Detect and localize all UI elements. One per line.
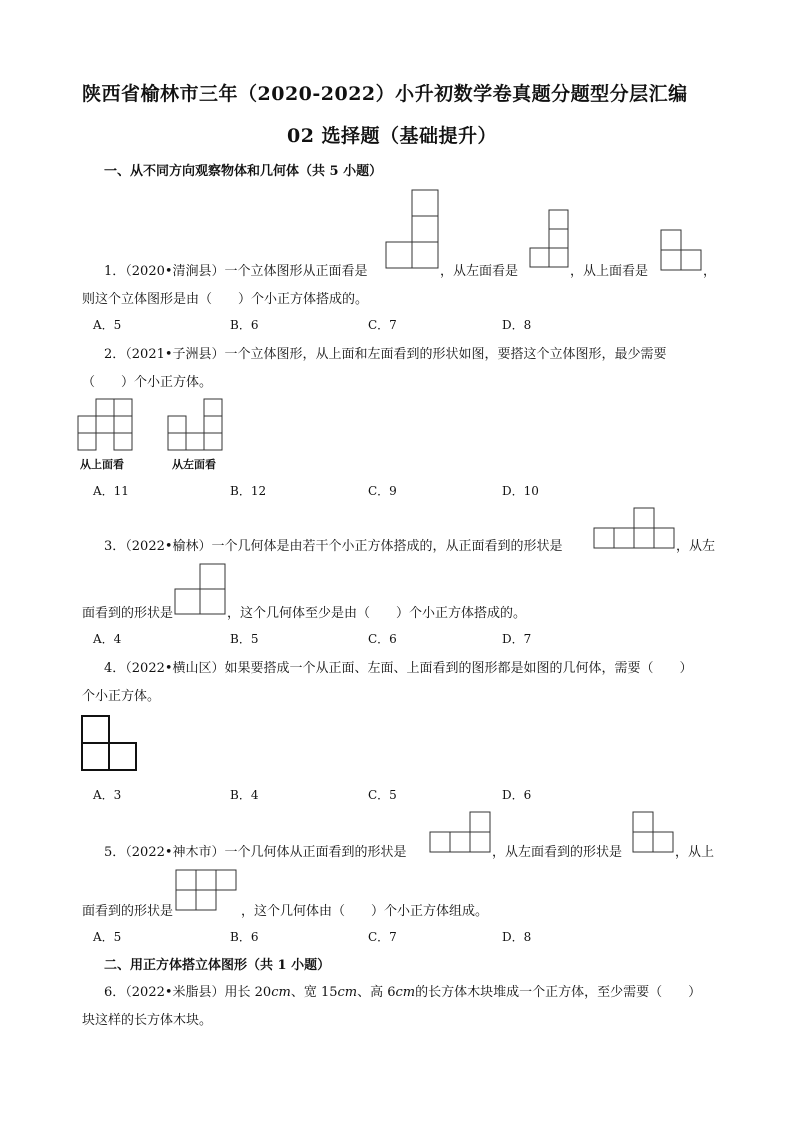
q3-front-view-figure	[594, 508, 674, 548]
q5-option-a[interactable]: A．5	[93, 930, 122, 944]
q1-text-b: ，从左面看是	[440, 264, 519, 279]
q2-option-d[interactable]: D．10	[502, 484, 539, 498]
q1-front-view-figure	[386, 190, 438, 268]
q1-left-view-figure	[530, 210, 568, 267]
q5-top-view-figure	[176, 870, 236, 910]
q4-view-figure	[82, 716, 136, 770]
q2-text-a: 2．（2021•子洲县）一个立体图形，从上面和左面看到的形状如图，要搭这个立体图形，最少需要	[104, 347, 667, 362]
q4-text-a: 4．（2022•横山区）如果要搭成一个从正面、左面、上面看到的图形都是如图的几何体，需要（ ）	[104, 661, 693, 676]
section-heading-1: 一、从不同方向观察物体和几何体（共 5 小题）	[104, 164, 383, 179]
q4-option-a[interactable]: A．3	[93, 788, 122, 802]
q1-text-d: ，	[703, 264, 717, 279]
q6-unit-3: cm	[395, 985, 416, 1000]
q5-left-view-figure	[633, 812, 673, 852]
q5-text-c: ，从上	[675, 845, 715, 860]
q1-text-c: ，从上面看是	[570, 264, 649, 279]
q6-text-part3: 、高 6	[357, 985, 396, 1000]
q2-option-c[interactable]: C．9	[368, 484, 397, 498]
q5-text-e: ，这个几何体由（ ）个小正方体组成。	[241, 904, 489, 919]
q4-option-b[interactable]: B．4	[230, 788, 259, 802]
q6-text-b: 块这样的长方体木块。	[82, 1013, 213, 1028]
q5-front-view-figure	[430, 812, 490, 852]
q3-option-d[interactable]: D．7	[502, 632, 532, 646]
q2-caption-left-view: 从左面看	[172, 458, 216, 471]
q6-unit-2: cm	[337, 985, 358, 1000]
q6-text-part4: 的长方体木块堆成一个正方体，至少需要（ ）	[415, 985, 702, 1000]
q4-text-b: 个小正方体。	[82, 689, 161, 704]
q3-text-a: 3．（2022•榆林）一个几何体是由若干个小正方体搭成的，从正面看到的形状是	[104, 539, 563, 554]
section-heading-2: 二、用正方体搭立体图形（共 1 小题）	[104, 958, 331, 973]
page-title-line2: 02 选择题（基础提升）	[287, 125, 498, 147]
q4-option-c[interactable]: C．5	[368, 788, 397, 802]
q4-option-d[interactable]: D．6	[502, 788, 532, 802]
q6-text-a	[104, 981, 701, 1000]
page-title-line1: 陕西省榆林市三年（2020-2022）小升初数学卷真题分题型分层汇编	[82, 83, 688, 105]
q2-text-b: （ ）个小正方体。	[82, 375, 213, 390]
q3-option-c[interactable]: C．6	[368, 632, 397, 646]
q5-text-a: 5．（2022•神木市）一个几何体从正面看到的形状是	[104, 845, 407, 860]
q1-text-a: 1．（2020•清涧县）一个立体图形从正面看是	[104, 264, 368, 279]
q3-option-a[interactable]: A．4	[93, 632, 122, 646]
q5-option-d[interactable]: D．8	[502, 930, 532, 944]
q6-text-part2: 、宽 15	[290, 985, 338, 1000]
q1-top-view-figure	[661, 230, 701, 270]
q6-text-part1: 6．（2022•米脂县）用长 20	[104, 985, 272, 1000]
q1-option-c[interactable]: C．7	[368, 318, 397, 332]
q3-text-b: ，从左	[676, 539, 716, 554]
q2-top-view-figure	[78, 399, 132, 450]
q2-left-view-figure	[168, 399, 222, 450]
q3-text-c: 面看到的形状是	[82, 606, 174, 621]
q1-option-b[interactable]: B．6	[230, 318, 259, 332]
q3-text-d: ，这个几何体至少是由（ ）个小正方体搭成的。	[227, 606, 527, 621]
q2-option-b[interactable]: B．12	[230, 484, 267, 498]
q1-option-a[interactable]: A．5	[93, 318, 122, 332]
q2-caption-top-view: 从上面看	[80, 458, 124, 471]
q5-option-c[interactable]: C．7	[368, 930, 397, 944]
q3-option-b[interactable]: B．5	[230, 632, 259, 646]
q6-unit-1: cm	[271, 985, 291, 1000]
q1-option-d[interactable]: D．8	[502, 318, 532, 332]
q2-option-a[interactable]: A．11	[93, 484, 129, 498]
q1-text-e: 则这个立体图形是由（ ）个小正方体搭成的。	[82, 292, 369, 307]
q5-text-d: 面看到的形状是	[82, 904, 174, 919]
q3-left-view-figure	[175, 564, 225, 614]
q5-option-b[interactable]: B．6	[230, 930, 259, 944]
q5-text-b: ，从左面看到的形状是	[492, 845, 623, 860]
